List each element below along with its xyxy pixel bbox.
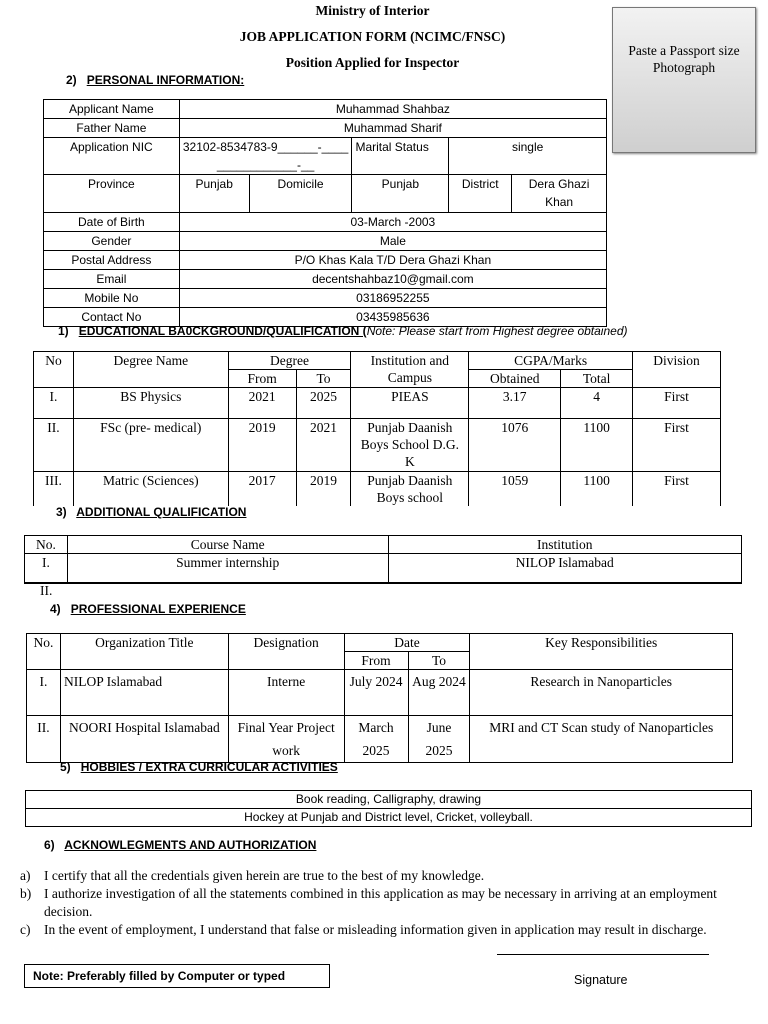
applicant-name-value[interactable]: Muhammad Shahbaz <box>179 100 606 119</box>
domicile-value[interactable]: Punjab <box>352 175 449 213</box>
province-value[interactable]: Punjab <box>179 175 249 213</box>
edu-institution[interactable]: Punjab Daanish Boys school <box>351 472 469 507</box>
table-row <box>34 419 721 472</box>
ack-text: In the event of employment, I understand that false or misleading information given in application may result in discharge. <box>44 922 707 937</box>
list-item <box>20 885 750 921</box>
edu-division[interactable]: First <box>633 388 721 419</box>
edu-total[interactable]: 1100 <box>561 419 633 472</box>
nic-label: Application NIC <box>44 138 180 175</box>
hobbies-title: HOBBIES / EXTRA CURRICULAR ACTIVITIES <box>80 760 338 774</box>
gender-label: Gender <box>44 232 180 251</box>
address-label: Postal Address <box>44 251 180 270</box>
additional-num: 3) <box>56 505 67 519</box>
table-row <box>34 388 721 419</box>
marital-label: Marital Status <box>352 138 449 175</box>
applicant-name-label: Applicant Name <box>44 100 180 119</box>
passport-photo-box[interactable] <box>612 7 756 153</box>
edu-institution[interactable]: PIEAS <box>351 388 469 419</box>
exp-header-org: Organization Title <box>60 634 228 670</box>
exp-key[interactable]: Research in Nanoparticles <box>470 670 733 716</box>
edu-header-institution: Institution and Campus <box>351 352 469 388</box>
contact-label: Contact No <box>44 308 180 327</box>
education-num: 1) <box>58 324 69 338</box>
exp-header-designation: Designation <box>228 634 344 670</box>
exp-designation[interactable]: Interne <box>228 670 344 716</box>
edu-header-to: To <box>296 370 351 388</box>
hobbies-table <box>25 790 752 827</box>
experience-heading <box>50 602 246 616</box>
father-name-value[interactable]: Muhammad Sharif <box>179 119 606 138</box>
exp-from[interactable]: July 2024 <box>344 670 408 716</box>
add-course[interactable]: Summer internship <box>67 554 388 583</box>
table-row <box>27 670 733 716</box>
edu-header-obtained: Obtained <box>469 370 561 388</box>
table-row <box>34 472 721 507</box>
ack-text: I certify that all the credentials given herein are true to the best of my knowledge. <box>44 868 485 883</box>
exp-header-to: To <box>408 652 470 670</box>
edu-to[interactable]: 2021 <box>296 419 351 472</box>
table-row <box>27 716 733 763</box>
ack-heading <box>44 838 316 852</box>
edu-header-from: From <box>228 370 296 388</box>
education-title: EDUCATIONAL BA0CKGROUND/QUALIFICATION ( <box>78 324 367 338</box>
address-value[interactable]: P/O Khas Kala T/D Dera Ghazi Khan <box>179 251 606 270</box>
education-note: Note: Please start from Highest degree obtained) <box>366 324 628 338</box>
additional-heading <box>56 505 246 519</box>
footer-note: Note: Preferably filled by Computer or typed <box>24 964 330 988</box>
edu-to[interactable]: 2025 <box>296 388 351 419</box>
form-title: JOB APPLICATION FORM (NCIMC/FNSC) <box>239 29 506 44</box>
edu-no: I. <box>34 388 74 419</box>
edu-from[interactable]: 2019 <box>228 419 296 472</box>
add-extra-no: II. <box>40 583 53 598</box>
exp-no: I. <box>27 670 61 716</box>
ministry-title: Ministry of Interior <box>315 3 430 18</box>
ack-text: I authorize investigation of all the statements combined in this application as may be necessary in arriving at an employment decision. <box>44 886 717 919</box>
edu-division[interactable]: First <box>633 419 721 472</box>
edu-no: II. <box>34 419 74 472</box>
edu-obtained[interactable]: 1059 <box>469 472 561 507</box>
table-row <box>25 554 742 583</box>
exp-key[interactable]: MRI and CT Scan study of Nanoparticles <box>470 716 733 763</box>
exp-no: II. <box>27 716 61 763</box>
father-name-label: Father Name <box>44 119 180 138</box>
gender-value[interactable]: Male <box>179 232 606 251</box>
edu-institution[interactable]: Punjab Daanish Boys School D.G. K <box>351 419 469 472</box>
mobile-label: Mobile No <box>44 289 180 308</box>
hobbies-line-2[interactable]: Hockey at Punjab and District level, Cricket, volleyball. <box>26 809 752 827</box>
edu-header-no: No <box>34 352 74 388</box>
exp-header-date: Date <box>344 634 470 652</box>
photo-box-text: Paste a Passport size Photograph <box>628 43 740 75</box>
ack-letter: a) <box>20 868 31 883</box>
exp-header-key: Key Responsibilities <box>470 634 733 670</box>
marital-value[interactable]: single <box>449 138 607 175</box>
exp-org[interactable]: NOORI Hospital Islamabad <box>60 716 228 763</box>
personal-info-table <box>43 99 607 327</box>
personal-num: 2) <box>66 73 77 87</box>
edu-header-degree-name: Degree Name <box>73 352 228 388</box>
edu-header-cgpa: CGPA/Marks <box>469 352 633 370</box>
dob-label: Date of Birth <box>44 213 180 232</box>
exp-org[interactable]: NILOP Islamabad <box>60 670 228 716</box>
exp-header-no: No. <box>27 634 61 670</box>
additional-title: ADDITIONAL QUALIFICATION <box>76 505 247 519</box>
add-header-no: No. <box>25 536 68 554</box>
ack-list <box>20 867 750 939</box>
list-item <box>20 867 750 885</box>
district-label: District <box>449 175 512 213</box>
add-header-institution: Institution <box>388 536 742 554</box>
edu-header-degree: Degree <box>228 352 351 370</box>
experience-num: 4) <box>50 602 61 616</box>
exp-header-from: From <box>344 652 408 670</box>
exp-from[interactable]: March 2025 <box>344 716 408 763</box>
personal-heading <box>66 73 244 87</box>
edu-header-total: Total <box>561 370 633 388</box>
edu-obtained[interactable]: 1076 <box>469 419 561 472</box>
edu-to[interactable]: 2019 <box>296 472 351 507</box>
mobile-value[interactable]: 03186952255 <box>179 289 606 308</box>
signature-line[interactable] <box>497 954 709 955</box>
personal-title: PERSONAL INFORMATION: <box>86 73 245 87</box>
education-heading <box>58 324 628 338</box>
edu-from[interactable]: 2017 <box>228 472 296 507</box>
nic-value[interactable]: 32102-8534783-9______-________________-__ <box>179 138 352 175</box>
contact-value[interactable]: 03435985636 <box>179 308 606 327</box>
domicile-label: Domicile <box>249 175 352 213</box>
additional-table <box>24 535 742 584</box>
edu-degree[interactable]: Matric (Sciences) <box>73 472 228 507</box>
ack-title: ACKNOWLEGMENTS AND AUTHORIZATION <box>64 838 317 852</box>
exp-to[interactable]: June 2025 <box>408 716 470 763</box>
edu-obtained[interactable]: 3.17 <box>469 388 561 419</box>
hobbies-heading <box>60 760 338 774</box>
exp-to[interactable]: Aug 2024 <box>408 670 470 716</box>
experience-title: PROFESSIONAL EXPERIENCE <box>70 602 246 616</box>
edu-no: III. <box>34 472 74 507</box>
edu-total[interactable]: 4 <box>561 388 633 419</box>
edu-degree[interactable]: BS Physics <box>73 388 228 419</box>
add-header-course: Course Name <box>67 536 388 554</box>
list-item <box>20 921 750 939</box>
ack-letter: c) <box>20 922 31 937</box>
district-value[interactable]: Dera Ghazi Khan <box>512 175 607 213</box>
hobbies-num: 5) <box>60 760 71 774</box>
add-no: I. <box>25 554 68 583</box>
email-value[interactable]: decentshahbaz10@gmail.com <box>179 270 606 289</box>
exp-designation[interactable]: Final Year Project work <box>228 716 344 763</box>
dob-value[interactable]: 03-March -2003 <box>179 213 606 232</box>
province-label: Province <box>44 175 180 213</box>
edu-header-division: Division <box>633 352 721 388</box>
email-label: Email <box>44 270 180 289</box>
experience-table <box>26 633 733 763</box>
position-applied: Position Applied for Inspector <box>285 55 460 70</box>
edu-degree[interactable]: FSc (pre- medical) <box>73 419 228 472</box>
ack-letter: b) <box>20 886 32 901</box>
signature-label: Signature <box>574 973 628 987</box>
hobbies-line-1[interactable]: Book reading, Calligraphy, drawing <box>26 791 752 809</box>
edu-division[interactable]: First <box>633 472 721 507</box>
education-table <box>33 351 721 506</box>
add-institution[interactable]: NILOP Islamabad <box>388 554 742 583</box>
edu-from[interactable]: 2021 <box>228 388 296 419</box>
ack-num: 6) <box>44 838 55 852</box>
edu-total[interactable]: 1100 <box>561 472 633 507</box>
